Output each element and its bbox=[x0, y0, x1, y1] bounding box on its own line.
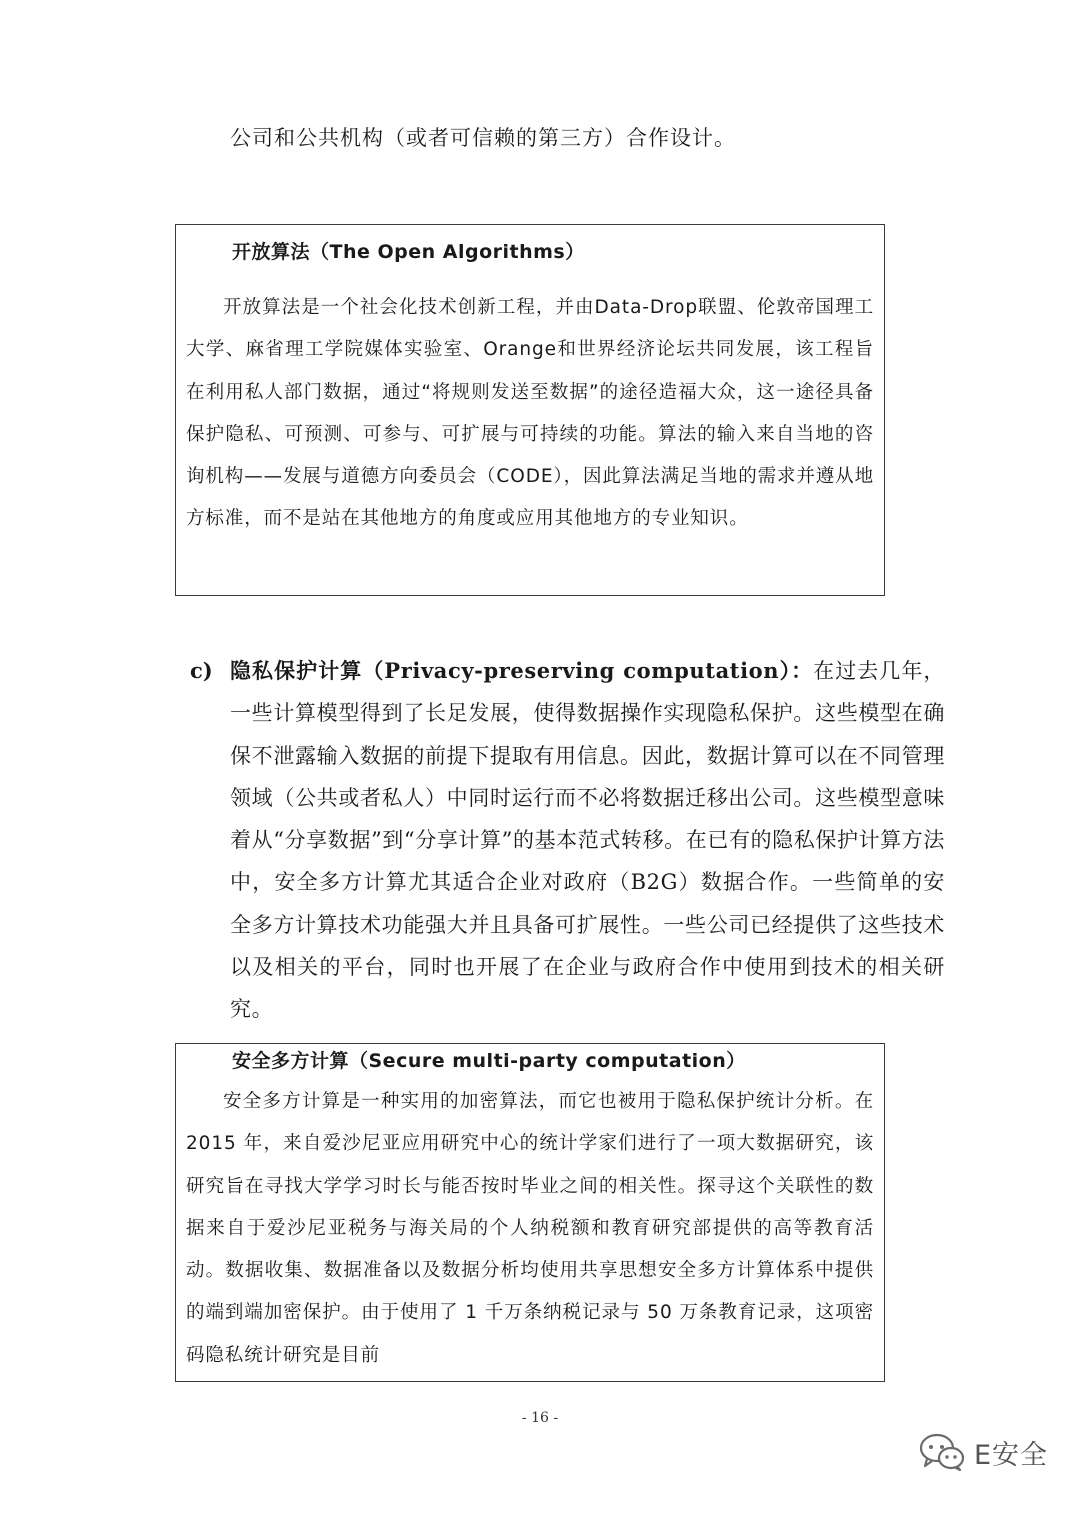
smpc-box bbox=[175, 1043, 885, 1382]
smpc-title: 安全多方计算（Secure multi-party computation） bbox=[232, 1050, 746, 1072]
open-algorithms-body: 开放算法是一个社会化技术创新工程，并由Data-Drop联盟、伦敦帝国理工大学、麻省理工学院媒体实验室、Orange和世界经济论坛共同发展，该工程旨在利用私人部门数据，通过“将规则发送至数据”的途径造福大众，这一途径具备保护隐私、可预测、可参与、可扩展与可持续的功能。算法的输入来自当地的咨询机构——发展与道德方向委员会（CODE），因此算法满足当地的需求并遵从地方标准，而不是站在其他地方的角度或应用其他地方的专业知识。 bbox=[186, 297, 874, 530]
watermark-text: E安全 bbox=[974, 1439, 1049, 1471]
list-item-title: 隐私保护计算（Privacy-preserving computation）： bbox=[230, 658, 814, 683]
list-item-body: 在过去几年，一些计算模型得到了长足发展，使得数据操作实现隐私保护。这些模型在确保不泄露输入数据的前提下提取有用信息。因此，数据计算可以在不同管理领域（公共或者私人）中同时运行而不必将数据迁移出公司。这些模型意味着从“分享数据”到“分享计算”的基本范式转移。在已有的隐私保护计算方法中，安全多方计算尤其适合企业对政府（B2G）数据合作。一些简单的安全多方计算技术功能强大并且具备可扩展性。一些公司已经提供了这些技术以及相关的平台，同时也开展了在企业与政府合作中使用到技术的相关研究。 bbox=[230, 659, 945, 1022]
list-item-c bbox=[190, 650, 950, 1022]
wechat-icon bbox=[918, 1432, 966, 1472]
open-algorithms-box bbox=[175, 224, 885, 596]
list-item-text bbox=[230, 650, 945, 1031]
open-algorithms-title: 开放算法（The Open Algorithms） bbox=[232, 241, 585, 263]
page-number: - 16 - bbox=[521, 1410, 559, 1426]
smpc-body: 安全多方计算是一种实用的加密算法，而它也被用于隐私保护统计分析。在 2015 年，来自爱沙尼亚应用研究中心的统计学家们进行了一项大数据研究，该研究旨在寻找大学学习时长与能否按时毕业之间的相关性。探寻这个关联性的数据来自于爱沙尼亚税务与海关局的个人纳税额和教育研究部提供的高等教育活动。数据收集、数据准备以及数据分析均使用共享思想安全多方计算体系中提供的端到端加密保护。由于使用了 1 千万条纳税记录与 50 万条教育记录，这项密码隐私统计研究是目前 bbox=[186, 1091, 874, 1366]
list-marker: c) bbox=[190, 658, 213, 683]
watermark bbox=[918, 1432, 1048, 1472]
lead-paragraph: 公司和公共机构（或者可信赖的第三方）合作设计。 bbox=[230, 126, 736, 150]
